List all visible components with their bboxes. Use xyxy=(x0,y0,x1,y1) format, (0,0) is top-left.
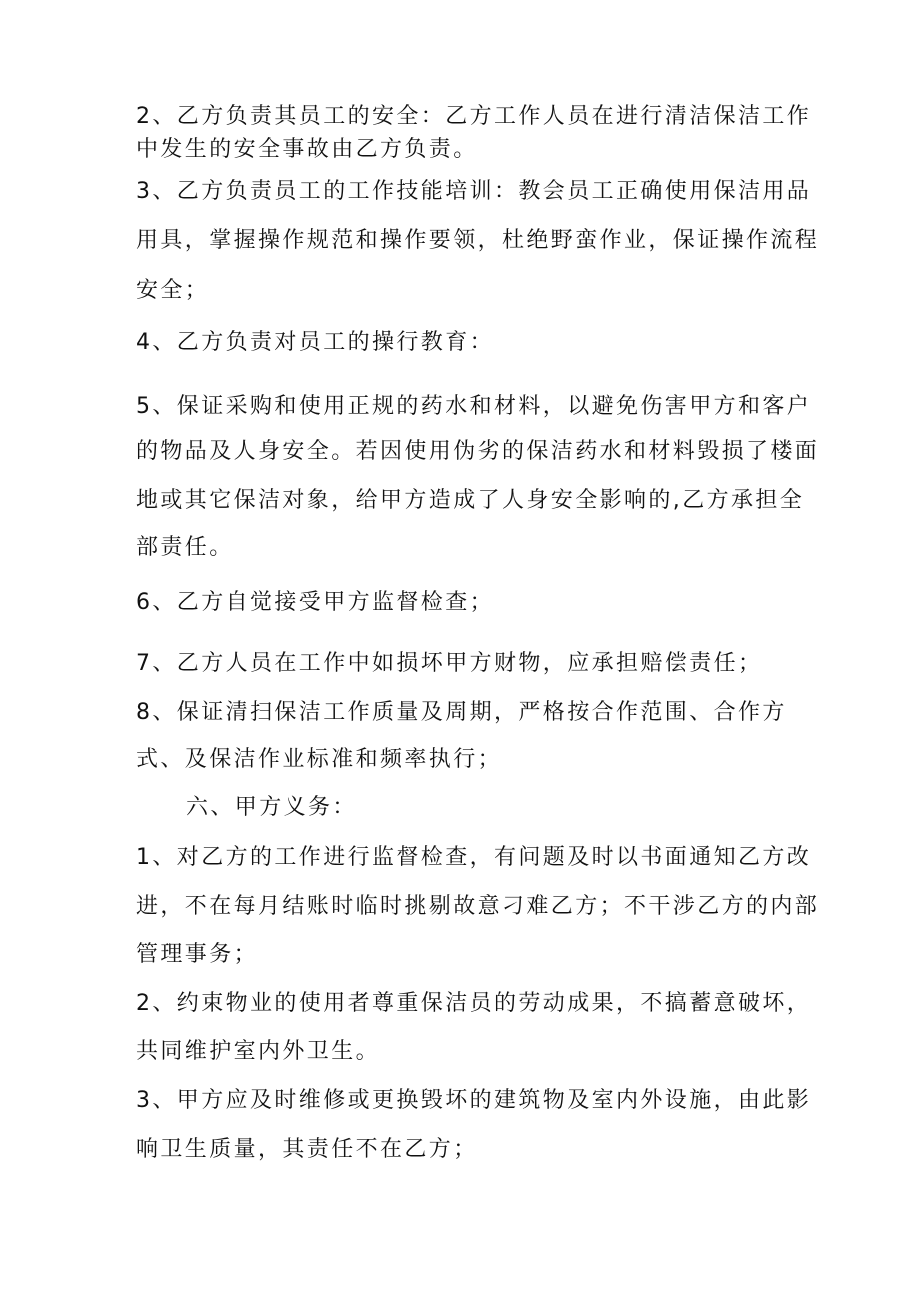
text-line: 1、对乙方的工作进行监督检查，有问题及时以书面通知乙方改 xyxy=(136,845,812,870)
section-heading: 六、甲方义务： xyxy=(186,795,357,820)
text-line: 地或其它保洁对象，给甲方造成了人身安全影响的,乙方承担全 xyxy=(136,488,805,513)
text-line: 6、乙方自觉接受甲方监督检查； xyxy=(136,590,494,615)
text-line: 响卫生质量，其责任不在乙方； xyxy=(136,1137,478,1162)
text-line: 3、甲方应及时维修或更换毁坏的建筑物及室内外设施，由此影 xyxy=(136,1088,812,1113)
text-line: 7、乙方人员在工作中如损坏甲方财物，应承担赔偿责任； xyxy=(136,651,763,676)
text-line: 2、约束物业的使用者尊重保洁员的劳动成果，不搞蓄意破坏， xyxy=(136,991,812,1016)
text-line: 2、乙方负责其员工的安全：乙方工作人员在进行清洁保洁工作 xyxy=(136,104,812,129)
text-line: 5、保证采购和使用正规的药水和材料，以避免伤害甲方和客户 xyxy=(136,394,812,419)
text-line: 用具，掌握操作规范和操作要领，杜绝野蛮作业，保证操作流程 xyxy=(136,228,820,253)
text-line: 管理事务； xyxy=(136,942,259,967)
text-line: 共同维护室内外卫生。 xyxy=(136,1039,381,1064)
text-line: 式、及保洁作业标准和频率执行； xyxy=(136,747,503,772)
text-line: 部责任。 xyxy=(136,535,234,560)
text-line: 3、乙方负责员工的工作技能培训：教会员工正确使用保洁用品 xyxy=(136,179,812,204)
text-line: 的物品及人身安全。若因使用伪劣的保洁药水和材料毁损了楼面 xyxy=(136,439,820,464)
text-line: 8、保证清扫保洁工作质量及周期，严格按合作范围、合作方 xyxy=(136,700,787,725)
text-line: 中发生的安全事故由乙方负责。 xyxy=(136,137,478,162)
text-line: 4、乙方负责对员工的操行教育： xyxy=(136,330,494,355)
text-line: 安全； xyxy=(136,278,210,303)
text-line: 进，不在每月结账时临时挑剔故意刁难乙方；不干涉乙方的内部 xyxy=(136,894,820,919)
